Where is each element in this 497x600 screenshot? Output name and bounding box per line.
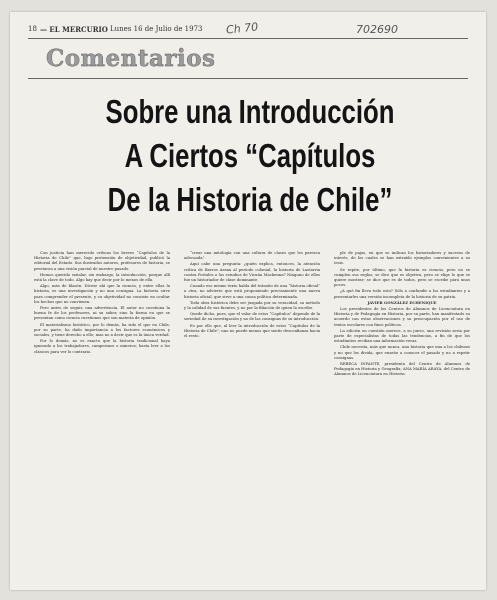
paragraph: Quede dicho, pues, que el valor de estos “Capítulos” depende de la seriedad de su investigación y no de las consignas de su introducción. [184, 311, 320, 322]
article-column-1 [34, 250, 170, 580]
headline-line-2: A Ciertos “Capítulos [124, 137, 376, 174]
handwritten-note-right: 702690 [356, 23, 398, 36]
paragraph: Los presidentes de los Centros de Alumnos de Licenciatura en Historia y de Pedagogía en Historia, por su parte, han manifestado su acuerdo con estas observaciones y su preocupación por el uso de textos escolares con fines políticos. [334, 306, 470, 327]
headline-line-1: Sobre una Introducción [105, 93, 395, 130]
paragraph: Aquí cabe una pregunta: ¿quién explica, entonces, la atención crítica de Barros Arana al período colonial, la historia de Lastarria contra Portales o los estudios de Vicuña Mackenna? Ninguno de ellos fue un historiador de clase dominante. [184, 261, 320, 283]
paragraph: Pero antes de seguir, una advertencia. El autor no cuestiona la buena fe de los profesores, ni su saber, sino la forma en que se presentan como ciencia cuestiones que son materia de opinión. [34, 305, 170, 321]
paragraph: El materialismo histórico, por lo demás, ha sido el que en Chile, por su parte, ha dado importancia a los factores económicos y sociales, y tiene derecho a ello; mas no a decir que es la única verdad. [34, 321, 170, 338]
paragraph: Chile necesita, más que nunca, una historia que una a los chilenos y no que los divida, que enseñe a conocer el pasado y no a repetir consignas. [334, 344, 470, 360]
author-signature: JAVIER GONZÁLEZ ECHENIQUE [367, 299, 437, 305]
paragraph: Por lo demás, no es exacto que la historia tradicional haya ignorado a los trabajadores, campesinos o mineros; basta leer a los clásicos para ver lo contrario. [34, 338, 170, 354]
paragraph: Con justicia han merecido críticas los breves “Capítulos de la Historia de Chile” que, bajo pretensión de objetividad, publicó la editorial del Estado. Sus ilustrados autores, profesores de historia, se prestaron a una visión parcial de nuestro pasado. [34, 250, 170, 271]
article-column-3 [334, 250, 470, 580]
newspaper-name: — EL MERCURIO [40, 25, 108, 34]
section-rule [28, 78, 468, 79]
newspaper-page [10, 12, 486, 590]
paragraph: “crear una mitología con una cultura de clases que les parezca adecuada”. [184, 250, 320, 261]
paragraph: Es por ello que, al leer la introducción de estos “Capítulos de la Historia de Chile”, uno no puede menos que sentir desconfianza hacia el resto. [184, 322, 320, 339]
publication-date: Lunes 16 de Julio de 1973 [110, 25, 203, 33]
article-column-2 [184, 250, 320, 580]
paragraph: Algo, más de blasón. Dícese ahí que la ciencia, y entre ellas la historia, es una investigación y no una consigna. La historia sirve para comprender el presente, y su objetividad no consiste en ocultar los hechos que no convienen. [34, 283, 170, 304]
headline-line-3: De la Historia de Chile” [107, 181, 393, 218]
article-body [34, 250, 470, 580]
article-headline [86, 90, 414, 222]
paragraph: REBECA INFANTE, presidenta del Centro de Alumnos de Pedagogía en Historia y Geografía; ANA MARÍA ARAYA, del Centro de Alumnos de Licenciatura en Historia. [334, 361, 470, 377]
paragraph: La edición en cuestión merece, a su juicio, una revisión seria por parte de especialistas de todas las tendencias, a fin de que los estudiantes reciban una información veraz. [334, 327, 470, 344]
paragraph: Cuando ese mismo texto habla del tránsito de una “historia oficial” a otra, no advierte que está proponiendo precisamente una nueva historia oficial, que sirve a una causa política determinada. [184, 283, 320, 299]
header-rule [28, 38, 468, 39]
handwritten-note-left: Ch 70 [225, 20, 259, 37]
page-header [28, 22, 468, 36]
paragraph: Se repite, por último, que la historia es ciencia, pero no se cumplen sus reglas; se dice que es objetiva, pero se elige lo que se quiere mostrar; se dice que es de todos, pero se escribe para unos pocos. [334, 266, 470, 288]
paragraph: ¿A qué fin lleva todo esto? Sólo a confundir a los estudiantes y a presentarles una versión incompleta de la historia de su patria. [334, 288, 470, 299]
section-title: Comentarios [46, 45, 216, 72]
paragraph: ple de pajas, en que se indican los historiadores y sucesos de interés, de los cuales se han extraído ejemplos convenientes a su tesis. [334, 250, 470, 266]
paragraph: Toda obra histórica debe ser juzgada por su veracidad, su método y la calidad de sus fuentes, y no por la filiación de quien la escribe. [184, 299, 320, 311]
page-number: 18 [28, 25, 37, 33]
paragraph: Hemos querido señalar, sin embargo, la introducción, porque allí está la clave de todo. Algo hay que decir por lo menos de ella. [34, 271, 170, 283]
